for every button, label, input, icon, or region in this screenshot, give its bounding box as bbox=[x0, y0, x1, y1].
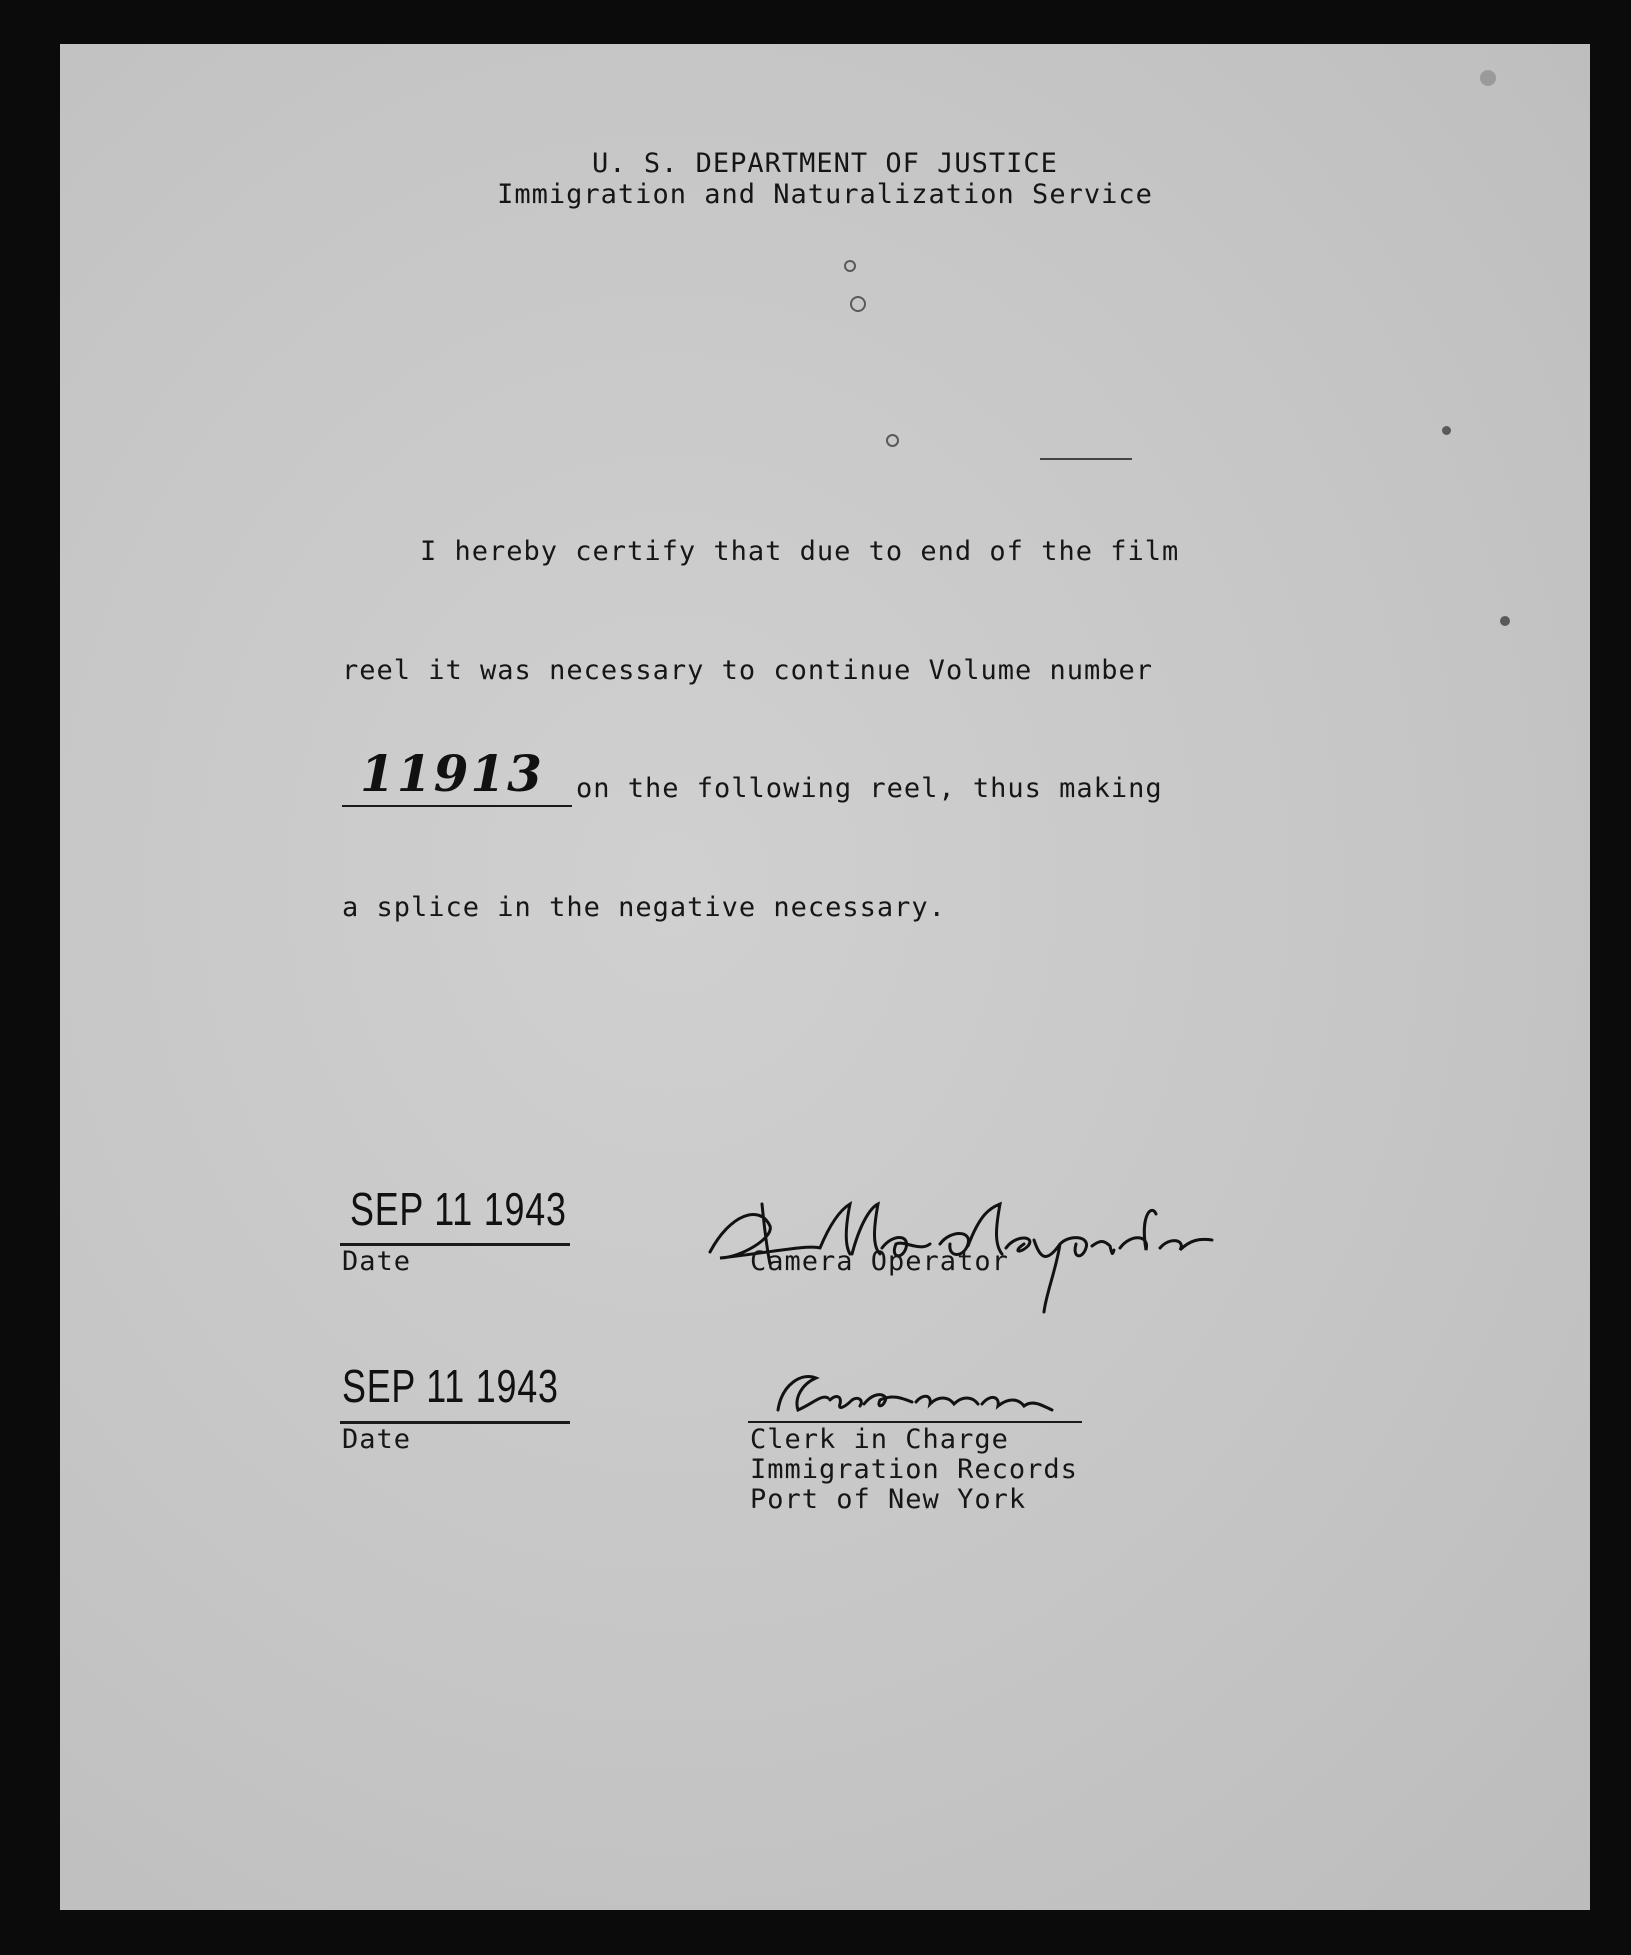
operator-title: Camera Operator bbox=[750, 1246, 1009, 1277]
film-artifact bbox=[1442, 426, 1451, 435]
volume-number: 11913 bbox=[360, 744, 544, 803]
date-label-1: Date bbox=[342, 1246, 412, 1277]
document-page bbox=[60, 44, 1590, 1910]
date-stamp-2: SEP 11 1943 bbox=[342, 1360, 559, 1412]
volume-number-underline bbox=[342, 805, 572, 807]
clerk-signature-line bbox=[748, 1421, 1082, 1423]
film-artifact bbox=[1040, 458, 1132, 460]
agency-subtitle: Immigration and Naturalization Service bbox=[497, 179, 1153, 210]
clerk-title-line-3: Port of New York bbox=[750, 1484, 1027, 1515]
date-label-2: Date bbox=[342, 1424, 412, 1455]
date-stamp-1: SEP 11 1943 bbox=[350, 1183, 567, 1235]
film-artifact bbox=[886, 434, 899, 447]
clerk-title-line-2: Immigration Records bbox=[750, 1454, 1078, 1485]
agency-title: U. S. DEPARTMENT OF JUSTICE bbox=[592, 148, 1058, 179]
film-artifact bbox=[844, 260, 856, 272]
film-artifact bbox=[1480, 70, 1496, 86]
certify-line-4: a splice in the negative necessary. bbox=[342, 892, 946, 923]
certify-line-2: reel it was necessary to continue Volume number bbox=[342, 655, 1154, 686]
certify-line-1: I hereby certify that due to end of the film bbox=[420, 536, 1180, 567]
film-artifact bbox=[1500, 616, 1510, 626]
clerk-title-line-1: Clerk in Charge bbox=[750, 1424, 1009, 1455]
film-artifact bbox=[850, 296, 866, 312]
certify-line-3: on the following reel, thus making bbox=[576, 773, 1163, 804]
clerk-signature bbox=[772, 1364, 1092, 1424]
